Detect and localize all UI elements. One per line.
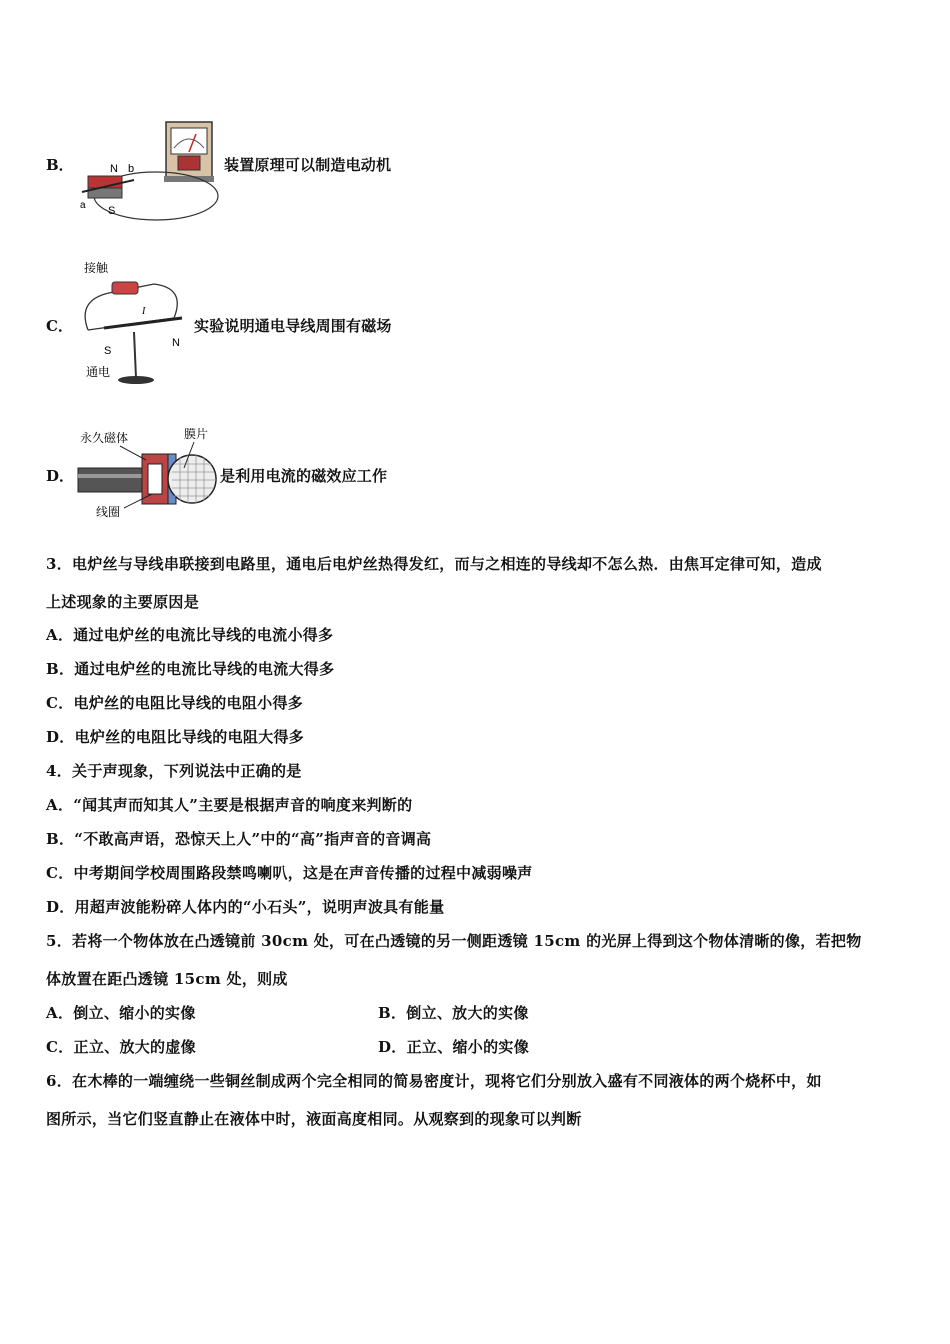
fig-label-i: I [142,306,146,317]
q5-stem-line-2: 体放置在距凸透镜 15cm 处，则成 [46,970,288,988]
q3-option-d: D．电炉丝的电阻比导线的电阻大得多 [46,728,305,746]
q4-option-c: C．中考期间学校周围路段禁鸣喇叭，这是在声音传播的过程中减弱噪声 [46,864,533,882]
q2-option-b [46,100,391,228]
motor-apparatus-figure [74,100,222,228]
q2-option-d [46,424,387,526]
q4-stem: 4．关于声现象，下列说法中正确的是 [46,762,302,780]
option-text: 是利用电流的磁效应工作 [220,466,388,485]
q3-option-b: B．通过电炉丝的电流比导线的电流大得多 [46,660,335,678]
option-text: 装置原理可以制造电动机 [224,155,392,174]
q3-stem-line-1: 3．电炉丝与导线串联接到电路里，通电后电炉丝热得发红，而与之相连的导线却不怎么热．由焦耳定律可知，造成 [46,555,822,573]
fig-label-a: a [80,200,86,211]
fig-label-current: 通电 [86,365,111,379]
q3-option-c: C．电炉丝的电阻比导线的电阻小得多 [46,694,304,712]
fig-label-b: b [128,163,135,175]
microphone-figure [74,424,218,526]
q4-option-a: A．“闻其声而知其人”主要是根据声音的响度来判断的 [46,796,413,814]
fig-label-n: N [172,337,180,349]
q5-option-d: D．正立、缩小的实像 [378,1038,530,1056]
q6-stem-line-1: 6．在木棒的一端缠绕一些铜丝制成两个完全相同的简易密度计，现将它们分别放入盛有不同液体的两个烧杯中，如 [46,1072,822,1090]
option-letter: B． [46,155,74,174]
option-letter: C． [46,316,73,335]
option-letter: D． [46,466,75,485]
option-text: 实验说明通电导线周围有磁场 [194,316,392,335]
q3-stem-line-2: 上述现象的主要原因是 [46,593,200,611]
q6-stem-line-2: 图所示，当它们竖直静止在液体中时，液面高度相同。从观察到的现象可以判断 [46,1110,582,1128]
q5-option-a: A．倒立、缩小的实像 [46,1004,196,1022]
q2-option-c [46,258,392,392]
q5-option-c: C．正立、放大的虚像 [46,1038,196,1056]
fig-label-s: S [108,205,116,217]
q5-option-b: B．倒立、放大的实像 [378,1004,529,1022]
fig-label-n: N [110,163,118,175]
fig-label-contact: 接触 [84,261,109,275]
fig-label-magnet: 永久磁体 [80,431,129,445]
q5-stem-line-1: 5．若将一个物体放在凸透镜前 30cm 处，可在凸透镜的另一侧距透镜 15cm 的光屏上得到这个物体清晰的像，若把物 [46,932,862,950]
fig-label-coil: 线圈 [96,505,121,519]
q3-option-a: A．通过电炉丝的电流比导线的电流小得多 [46,626,334,644]
q4-option-d: D．用超声波能粉碎人体内的“小石头”，说明声波具有能量 [46,898,445,916]
fig-label-membrane: 膜片 [184,427,209,441]
oersted-experiment-figure [74,258,194,392]
q4-option-b: B．“不敢高声语，恐惊天上人”中的“高”指声音的音调高 [46,830,432,848]
fig-label-s: S [104,345,112,357]
